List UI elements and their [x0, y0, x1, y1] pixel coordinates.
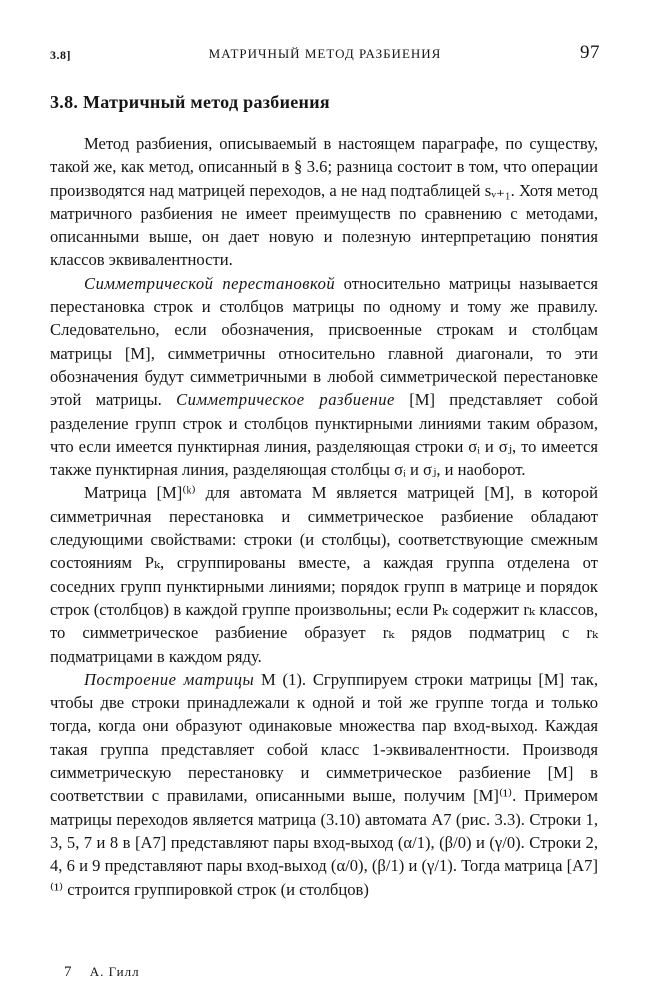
signature-number: 7 [64, 964, 72, 980]
paragraph-4 [50, 668, 598, 901]
header-section-number: 3.8] [50, 48, 71, 62]
term-matrix-construction: Построение матрицы [84, 669, 255, 689]
header-running-title: МАТРИЧНЫЙ МЕТОД РАЗБИЕНИЯ [208, 46, 442, 61]
paragraph-1: Метод разбиения, описываемый в настоящем параграфе, по существу, такой же, как метод, описанный в § 3.6; разница состоит в том, что операции производятся над матрицей переходов, а не над подтаблицей sᵥ₊₁. Хотя метод матричного разбиения не имеет преимуществ по сравнению с методами, описанными выше, он дает новую и полезную интерпретацию понятия классов эквивалентности. [50, 134, 598, 270]
page-number: 97 [580, 42, 600, 63]
paragraph-4-text: M (1). Сгруппируем строки матрицы [M] так, чтобы две строки принадлежали к одной и той же группе тогда и только тогда, когда они образуют одинаковые множества пар вход-выход. Каждая такая группа представляет собой класс 1-эквивалентности. Производя симметрическую перестановку и симметрическое разбиение [M] в соответствии с правилами, описанными выше, получим [M]⁽¹⁾. Примером матрицы переходов является матрица (3.10) автомата A7 (рис. 3.3). Строки 1, 3, 5, 7 и 8 в [A7] представляют пары вход-выход (α/1), (β/0) и (γ/0). Строки 2, 4, 6 и 9 представляют пары вход-выход (α/0), (β/1) и (γ/1). Тогда матрица [A7]⁽¹⁾ строится группировкой строк (и столбцов) [50, 669, 598, 899]
signature-author: А. Гилл [89, 964, 140, 979]
paragraph-2 [50, 272, 598, 482]
section-title: 3.8. Матричный метод разбиения [50, 92, 330, 112]
running-header [50, 42, 600, 68]
footer-signature [64, 964, 140, 981]
paragraph-2-text-b: [M] представляет собой разделение групп строк и столбцов пунктирными линиями таким образом, что если имеется пунктирная линия, разделяющая строки σᵢ и σⱼ, то имеется также пунктирная линия, разделяющая столбцы σᵢ и σⱼ, и наоборот. [50, 390, 598, 480]
body-text [50, 132, 598, 901]
term-symmetric-permutation: Симметрической перестановкой [84, 273, 336, 293]
paragraph-3: Матрица [M]⁽ᵏ⁾ для автомата M является матрицей [M], в которой симметричная перестановка и симметрическое разбиение обладают следующими свойствами: строки (и столбцы), соответствующие смежным состояниям Pₖ, сгруппированы вместе, а каждая группа отделена от соседних групп пунктирными линиями; порядок групп в матрице и порядок строк (столбцов) в каждой группе произвольны; если Pₖ содержит rₖ классов, то симметрическое разбиение образует rₖ рядов подматриц с rₖ подматрицами в каждом ряду. [50, 483, 598, 666]
term-symmetric-partition: Симметрическое разбиение [176, 390, 395, 410]
paragraph-2-text-a: относительно матрицы называется перестановка строк и столбцов матрицы по одному и тому же правилу. Следовательно, если обозначения, присвоенные строкам и столбцам матрицы [M], симметричны относительно главной диагонали, то эти обозначения будут симметричными в любой симметрической перестановке этой матрицы. [50, 273, 598, 410]
